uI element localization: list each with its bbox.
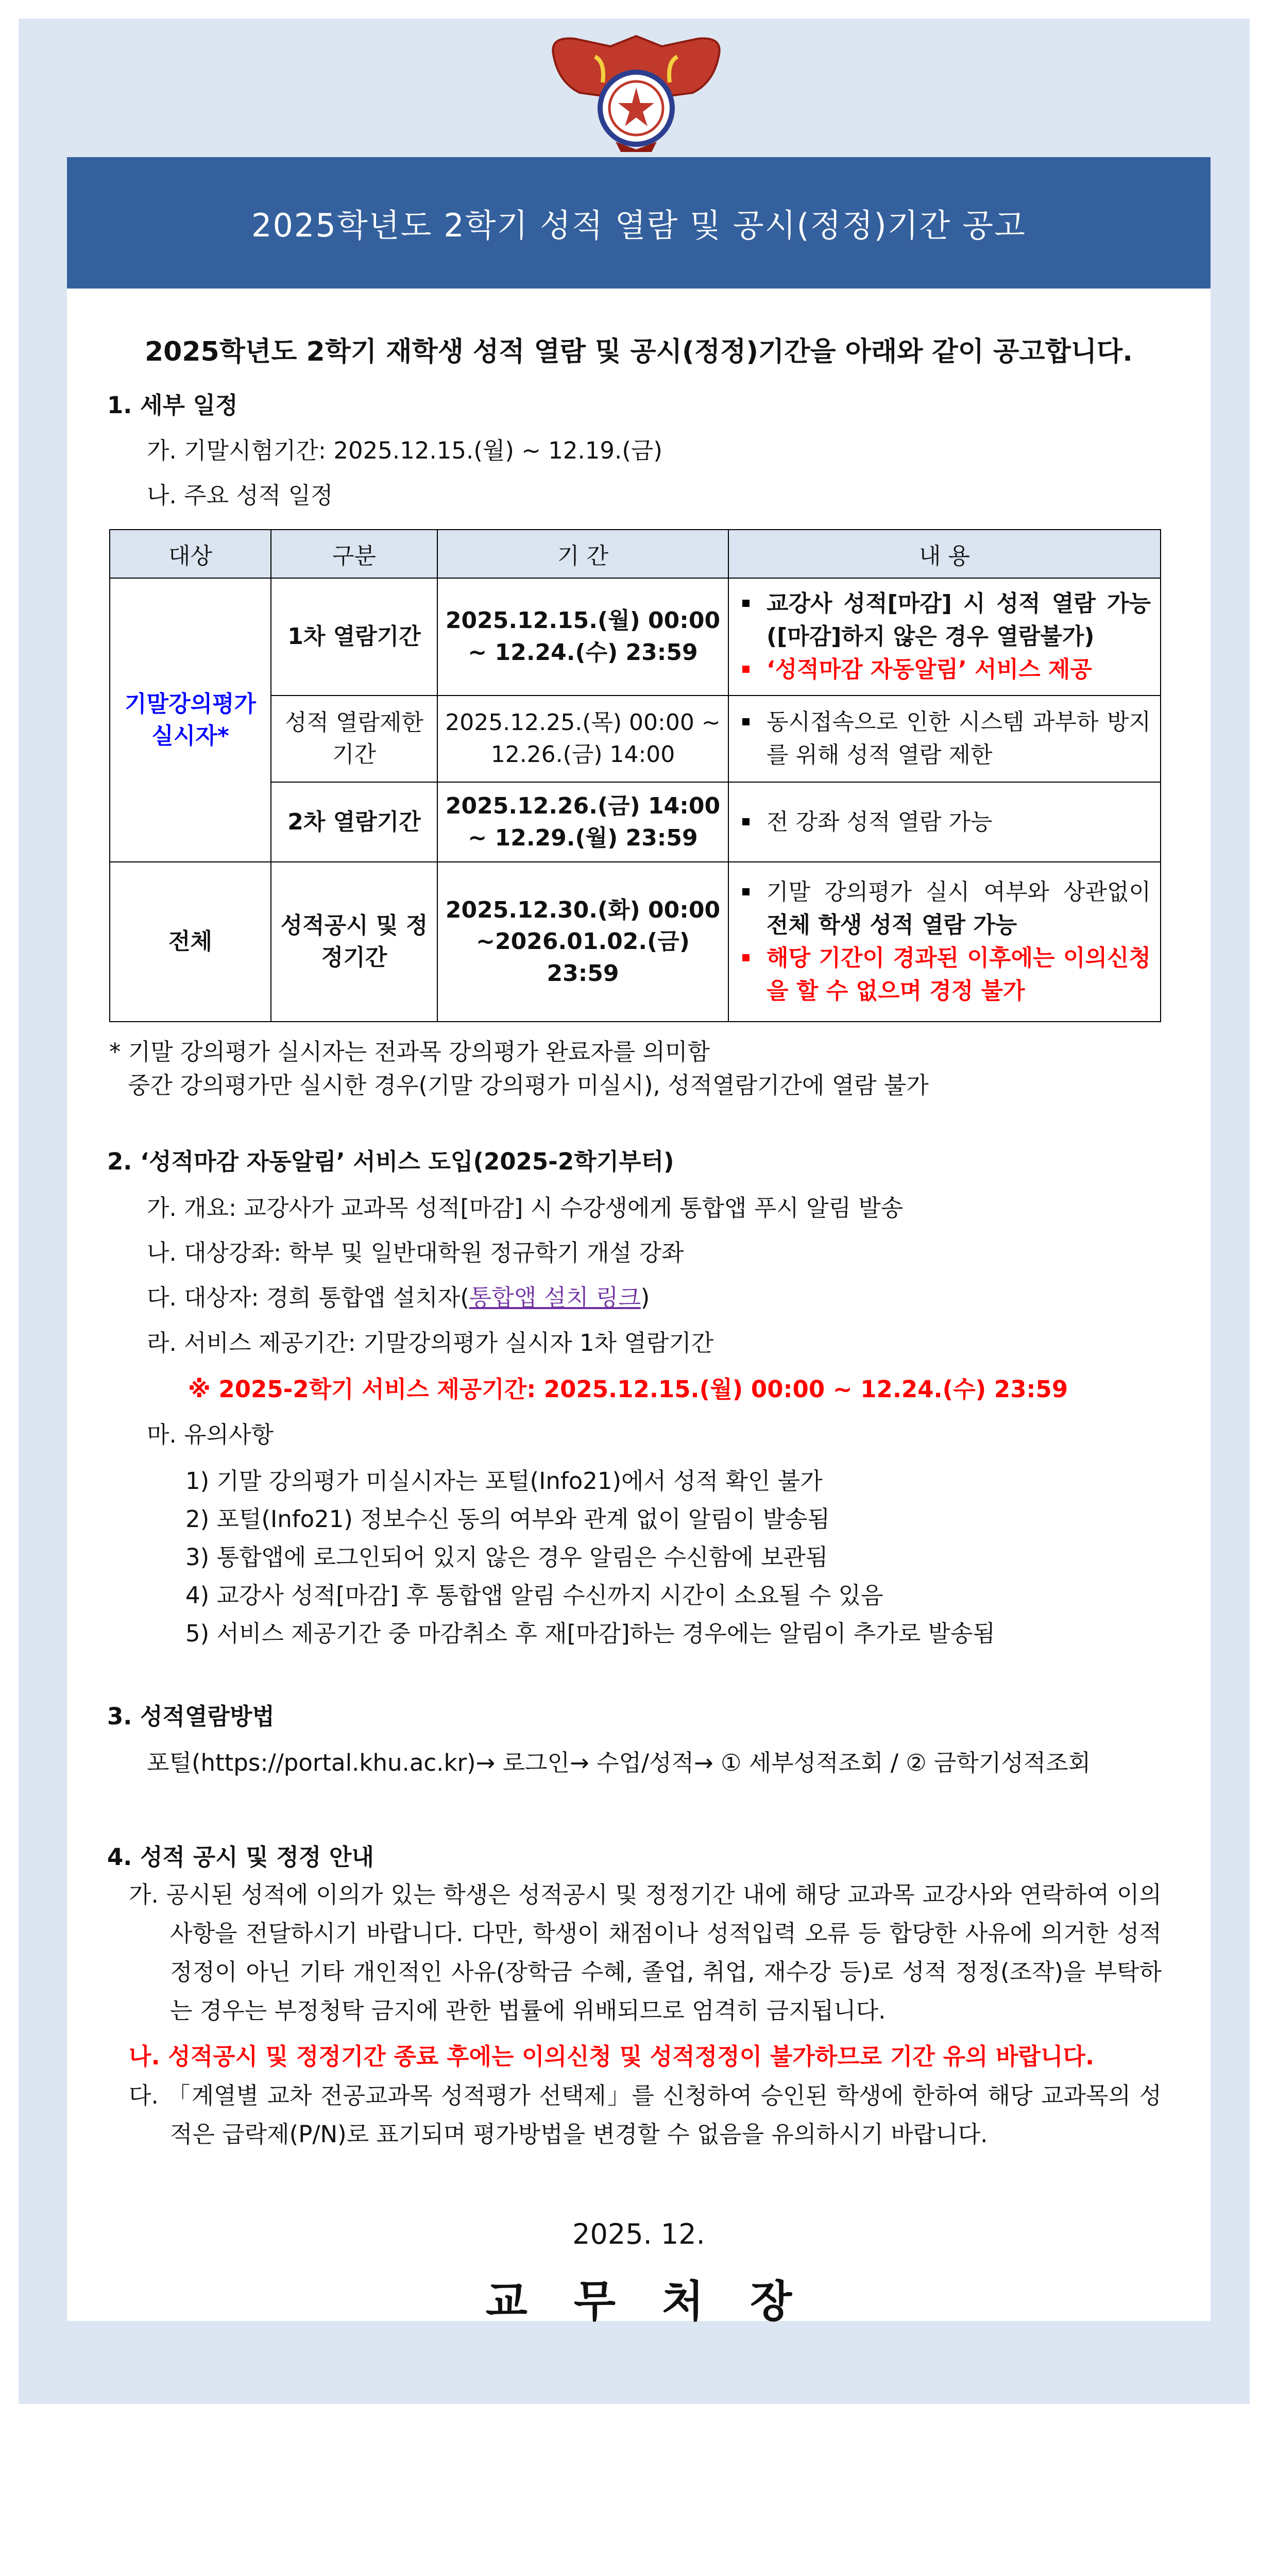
table-header-row	[110, 530, 1161, 578]
list-item: ‘성적마감 자동알림’ 서비스 제공	[738, 653, 1151, 686]
row-content	[728, 578, 1161, 696]
grading-option-note: 다. 「계열별 교차 전공교과목 성적평가 선택제」를 신청하여 승인된 학생에 한하여 해당 교과목의 성적은 급락제(P/N)로 표기되며 평가방법을 변경할 수 없음을 유의하시기 바랍니다.	[129, 2082, 1162, 2148]
intro-text: 2025학년도 2학기 재학생 성적 열람 및 공시(정정)기간을 아래와 같이 공고합니다.	[144, 336, 1133, 367]
header-target: 대상	[110, 530, 271, 578]
row-category: 1차 열람기간	[271, 578, 437, 696]
section2-item: 라. 서비스 제공기간: 기말강의평가 실시자 1차 열람기간	[147, 1329, 714, 1357]
caution-item: 5) 서비스 제공기간 중 마감취소 후 재[마감]하는 경우에는 알림이 추가로 발송됨	[185, 1620, 995, 1647]
list-item: 전 강좌 성적 열람 가능	[738, 806, 1151, 839]
signature: 교무처장	[485, 2276, 839, 2327]
list-item	[738, 876, 1151, 942]
row-content	[728, 862, 1161, 1022]
target-label-end: )	[640, 1284, 650, 1311]
exam-period: 가. 기말시험기간: 2025.12.15.(월) ~ 12.19.(금)	[147, 437, 662, 464]
bullet-emphasis: 전체 학생 성적 열람 가능	[767, 912, 1017, 939]
row-content	[728, 782, 1161, 862]
row-period: 2025.12.25.(목) 00:00 ~ 12.26.(금) 14:00	[437, 696, 728, 782]
row-category: 2차 열람기간	[271, 782, 437, 862]
schedule-heading: 나. 주요 성적 일정	[147, 482, 333, 509]
service-period-note: ※ 2025-2학기 서비스 제공기간: 2025.12.15.(월) 00:00 ~ 12.24.(수) 23:59	[188, 1376, 1068, 1403]
section1-heading: 1. 세부 일정	[107, 392, 238, 419]
section2-heading: 2. ‘성적마감 자동알림’ 서비스 도입(2025-2학기부터)	[107, 1148, 674, 1175]
header-category: 구분	[271, 530, 437, 578]
row-period: 2025.12.26.(금) 14:00 ~ 12.29.(월) 23:59	[437, 782, 728, 862]
schedule-table	[109, 529, 1161, 1022]
caution-item: 2) 포털(Info21) 정보수신 동의 여부와 관계 없이 알림이 발송됨	[185, 1505, 830, 1533]
row-period: 2025.12.30.(화) 00:00 ~2026.01.02.(금) 23:59	[437, 862, 728, 1022]
objection-guide: 가. 공시된 성적에 이의가 있는 학생은 성적공시 및 정정기간 내에 해당 교과목 교강사와 연락하여 이의사항을 전달하시기 바랍니다. 다만, 학생이 채점이나 성적입력 오류 등 합당한 사유에 의거한 성적정정이 아닌 기타 개인적인 사유(장학금 수혜, 졸업, 취업, 재수강 등)로 성적 정정(조작)을 부탁하는 경우는 부정청탁 금지에 관한 법률에 위배되므로 엄격히 금지됩니다.	[129, 1881, 1162, 2024]
table-note: * 기말 강의평가 실시자는 전과목 강의평가 완료자를 의미함	[109, 1038, 710, 1065]
bullet-text: 기말 강의평가 실시 여부와 상관없이	[767, 879, 1151, 906]
list-item: 교강사 성적[마감] 시 성적 열람 가능([마감]하지 않은 경우 열람불가)	[738, 587, 1151, 653]
row-category: 성적공시 및 정정기간	[271, 862, 437, 1022]
row-content	[728, 696, 1161, 782]
section3-heading: 3. 성적열람방법	[107, 1703, 275, 1730]
target-evaluators: 기말강의평가 실시자*	[110, 578, 271, 862]
section2-item: 가. 개요: 교강사가 교과목 성적[마감] 시 수강생에게 통합앱 푸시 알림 발송	[147, 1194, 904, 1222]
row-period: 2025.12.15.(월) 00:00 ~ 12.24.(수) 23:59	[437, 578, 728, 696]
header-content: 내 용	[728, 530, 1161, 578]
caution-item: 4) 교강사 성적[마감] 후 통합앱 알림 수신까지 시간이 소요될 수 있음	[185, 1582, 883, 1609]
section2-item: 나. 대상강좌: 학부 및 일반대학원 정규학기 개설 강좌	[147, 1239, 684, 1266]
notice-date: 2025. 12.	[572, 2218, 705, 2250]
section2-item: 마. 유의사항	[147, 1421, 274, 1448]
row-category: 성적 열람제한 기간	[271, 696, 437, 782]
target-all: 전체	[110, 862, 271, 1022]
university-emblem-icon	[538, 26, 734, 155]
portal-path: 포털(https://portal.khu.ac.kr)→ 로그인→ 수업/성적→ ① 세부성적조회 / ② 금학기성적조회	[147, 1749, 1091, 1776]
header-period: 기 간	[437, 530, 728, 578]
target-label: 다. 대상자: 경희 통합앱 설치자(	[147, 1284, 469, 1311]
deadline-warning: 나. 성적공시 및 정정기간 종료 후에는 이의신청 및 성적정정이 불가하므로 기간 유의 바랍니다.	[129, 2043, 1095, 2070]
table-note: 중간 강의평가만 실시한 경우(기말 강의평가 미실시), 성적열람기간에 열람 불가	[128, 1072, 929, 1099]
caution-item: 3) 통합앱에 로그인되어 있지 않은 경우 알림은 수신함에 보관됨	[185, 1544, 828, 1571]
table-row	[110, 578, 1161, 696]
list-item: 해당 기간이 경과된 이후에는 이의신청을 할 수 없으며 경정 불가	[738, 942, 1151, 1008]
app-install-link[interactable]: 통합앱 설치 링크	[469, 1284, 641, 1311]
page-title: 2025학년도 2학기 성적 열람 및 공시(정정)기간 공고	[67, 157, 1211, 289]
table-row	[110, 862, 1161, 1022]
list-item: 동시접속으로 인한 시스템 과부하 방지를 위해 성적 열람 제한	[738, 706, 1151, 772]
section2-item	[147, 1279, 650, 1312]
caution-item: 1) 기말 강의평가 미실시자는 포털(Info21)에서 성적 확인 불가	[185, 1467, 823, 1495]
section4-heading: 4. 성적 공시 및 정정 안내	[107, 1843, 374, 1871]
